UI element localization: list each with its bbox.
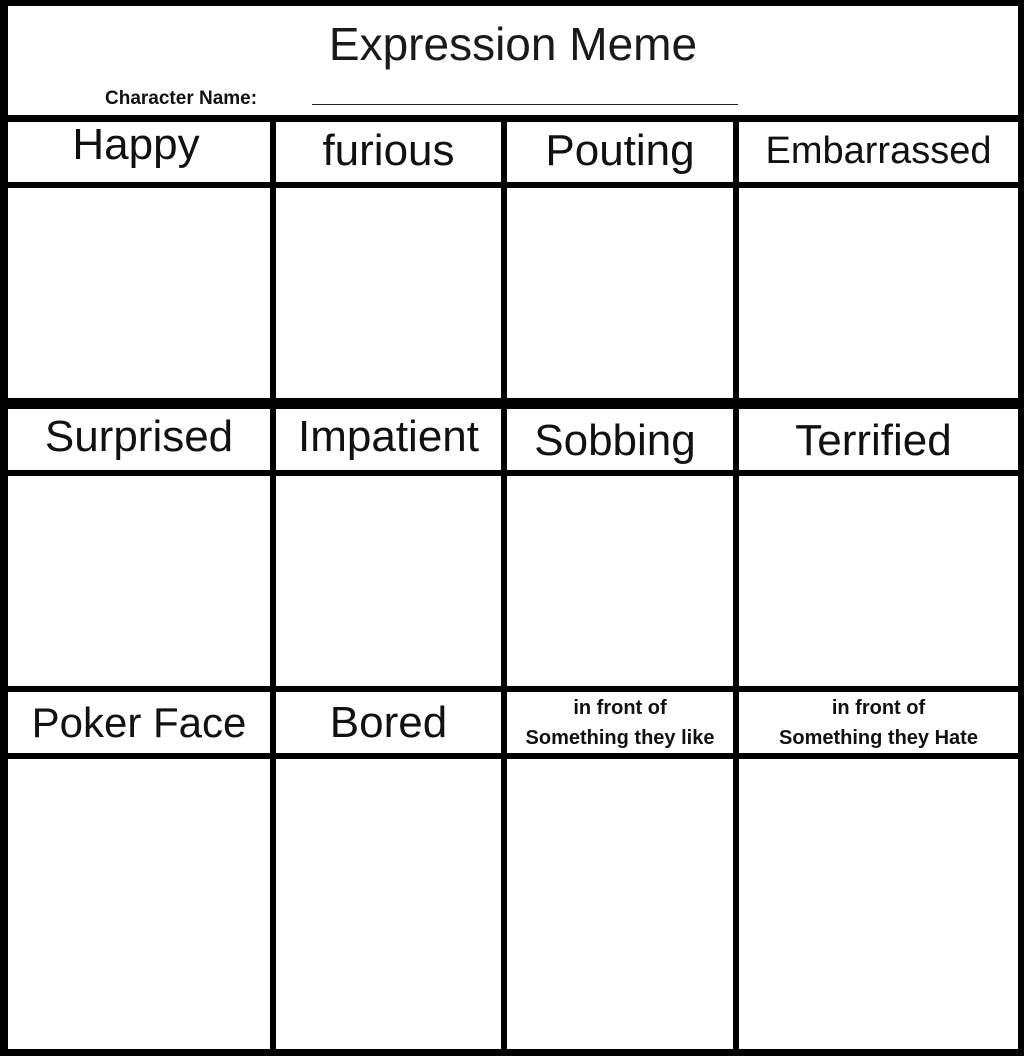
label-pouting xyxy=(507,122,733,182)
character-name-field[interactable] xyxy=(312,104,738,105)
label-furious xyxy=(276,122,501,182)
drawing-cell-embarrassed[interactable] xyxy=(739,188,1018,398)
character-name-label: Character Name: xyxy=(105,88,258,109)
drawing-cell-something-they-like[interactable] xyxy=(507,759,733,1049)
label-text: Poker Face xyxy=(31,698,247,746)
label-text: furious xyxy=(322,126,455,175)
label-text: Pouting xyxy=(545,126,695,175)
label-impatient xyxy=(276,409,501,470)
label-text: Terrified xyxy=(795,415,952,465)
label-sobbing xyxy=(507,409,733,470)
label-happy xyxy=(8,122,270,182)
drawing-cell-terrified[interactable] xyxy=(739,476,1018,686)
drawing-cell-surprised[interactable] xyxy=(8,476,270,686)
label-line-2: Something they Hate xyxy=(779,726,978,749)
drawing-cell-pouting[interactable] xyxy=(507,188,733,398)
label-text: Impatient xyxy=(298,411,479,461)
label-text: Surprised xyxy=(44,411,234,461)
label-poker-face xyxy=(8,692,270,753)
label-line-1: in front of xyxy=(573,696,667,719)
drawing-cell-poker-face[interactable] xyxy=(8,759,270,1049)
label-line-2: Something they like xyxy=(525,726,715,749)
label-embarrassed xyxy=(739,122,1018,182)
label-bored xyxy=(276,692,501,753)
drawing-cell-sobbing[interactable] xyxy=(507,476,733,686)
drawing-cell-furious[interactable] xyxy=(276,188,501,398)
page-title: Expression Meme xyxy=(328,18,698,70)
label-something-they-hate xyxy=(739,692,1018,753)
drawing-cell-impatient[interactable] xyxy=(276,476,501,686)
label-terrified xyxy=(739,409,1018,470)
label-line-1: in front of xyxy=(831,696,926,719)
label-something-they-like xyxy=(507,692,733,753)
label-text: Embarrassed xyxy=(765,130,992,172)
drawing-cell-bored[interactable] xyxy=(276,759,501,1049)
header-box xyxy=(8,6,1018,115)
label-text: Bored xyxy=(329,697,448,747)
drawing-cell-something-they-hate[interactable] xyxy=(739,759,1018,1049)
label-surprised xyxy=(8,409,270,470)
label-text: Sobbing xyxy=(534,415,696,465)
drawing-cell-happy[interactable] xyxy=(8,188,270,398)
label-text: Happy xyxy=(72,122,200,169)
